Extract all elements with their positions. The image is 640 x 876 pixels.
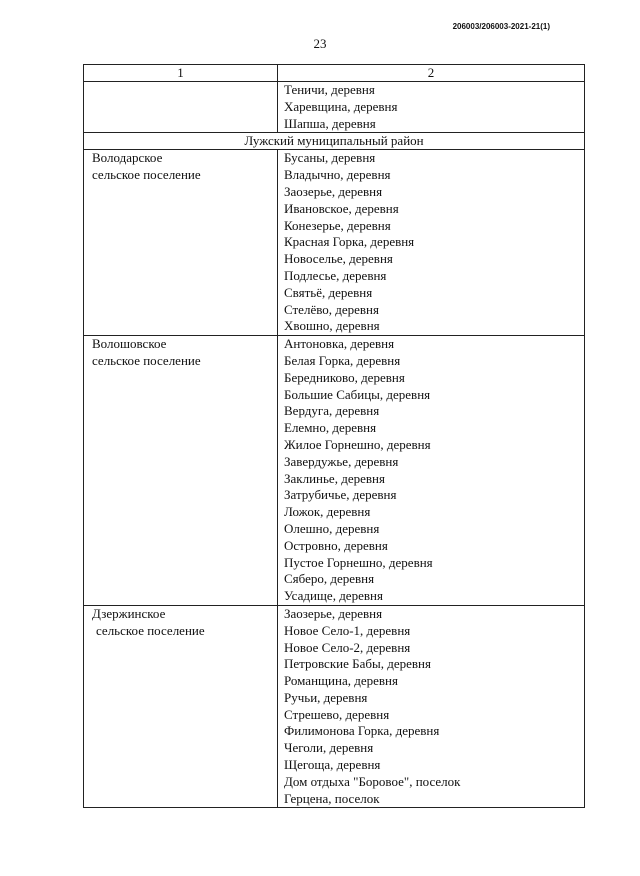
place-item: Святьё, деревня — [284, 284, 373, 300]
place-item: Бередниково, деревня — [284, 369, 405, 385]
place-item: Заозерье, деревня — [284, 605, 383, 621]
place-item: Затрубичье, деревня — [284, 487, 397, 503]
place-item: Антоновка, деревня — [284, 336, 395, 352]
place-item: Шапша, деревня — [284, 115, 376, 131]
place-item: Усадище, деревня — [284, 588, 383, 604]
place-item: Дом отдыха "Боровое", поселок — [284, 773, 461, 789]
place-item: Новое Село-2, деревня — [284, 639, 411, 655]
page-number: 23 — [313, 36, 327, 51]
place-item: Щегоща, деревня — [284, 757, 381, 773]
settlement-type: сельское поселение — [96, 622, 205, 638]
place-item: Новое Село-1, деревня — [284, 622, 411, 638]
settlement-name: Дзержинское — [92, 605, 166, 621]
place-item: Бусаны, деревня — [284, 150, 376, 166]
places-cell — [278, 336, 585, 606]
place-item: Красная Горка, деревня — [284, 234, 415, 250]
settlement-row — [84, 336, 585, 606]
place-item: Стелёво, деревня — [284, 301, 379, 317]
place-item: Теничи, деревня — [284, 82, 375, 97]
place-item: Владычно, деревня — [284, 167, 391, 183]
settlement-name-cell — [84, 336, 278, 606]
place-item: Чеголи, деревня — [284, 740, 374, 756]
column-header-2: 2 — [278, 65, 585, 82]
settlement-type: сельское поселение — [92, 167, 201, 183]
place-item: Елемно, деревня — [284, 420, 377, 436]
place-item: Хвошно, деревня — [284, 318, 380, 334]
document-code: 206003/206003-2021-21(1) — [452, 22, 550, 31]
place-item: Островно, деревня — [284, 537, 388, 553]
settlement-row — [84, 150, 585, 336]
settlement-name-cell — [84, 605, 278, 808]
place-item: Конезерье, деревня — [284, 217, 391, 233]
settlement-row — [84, 605, 585, 808]
place-item: Заозерье, деревня — [284, 183, 383, 199]
place-item: Подлесье, деревня — [284, 267, 387, 283]
column-header-1: 1 — [84, 65, 278, 82]
place-item: Ивановское, деревня — [284, 200, 399, 216]
place-item: Олешно, деревня — [284, 520, 380, 536]
table-header-row — [84, 65, 585, 82]
place-item: Герцена, поселок — [284, 790, 380, 806]
place-item: Сяберо, деревня — [284, 571, 375, 587]
continuation-places-cell — [278, 82, 585, 133]
settlements-table — [83, 64, 585, 808]
place-item: Жилое Горнешно, деревня — [284, 436, 431, 452]
place-item: Пустое Горнешно, деревня — [284, 554, 433, 570]
place-item: Харевщина, деревня — [284, 98, 398, 114]
settlement-type: сельское поселение — [92, 352, 201, 368]
place-item: Вердуга, деревня — [284, 403, 380, 419]
place-item: Заклинье, деревня — [284, 470, 385, 486]
district-title: Лужский муниципальный район — [84, 133, 585, 150]
place-item: Ложок, деревня — [284, 504, 371, 520]
settlement-name: Волошовское — [92, 336, 167, 352]
empty-settlement-cell — [84, 82, 278, 133]
settlement-name: Володарское — [92, 150, 163, 166]
place-item: Стрешево, деревня — [284, 706, 390, 722]
place-item: Филимонова Горка, деревня — [284, 723, 440, 739]
settlement-name-cell — [84, 150, 278, 336]
places-cell — [278, 150, 585, 336]
places-cell — [278, 605, 585, 808]
place-item: Белая Горка, деревня — [284, 352, 401, 368]
place-item: Романщина, деревня — [284, 673, 398, 689]
place-item: Завердужье, деревня — [284, 453, 399, 469]
place-item: Большие Сабицы, деревня — [284, 386, 431, 402]
continuation-row — [84, 82, 585, 133]
district-row — [84, 133, 585, 150]
place-item: Ручьи, деревня — [284, 689, 368, 705]
place-item: Новоселье, деревня — [284, 251, 393, 267]
place-item: Петровские Бабы, деревня — [284, 656, 431, 672]
